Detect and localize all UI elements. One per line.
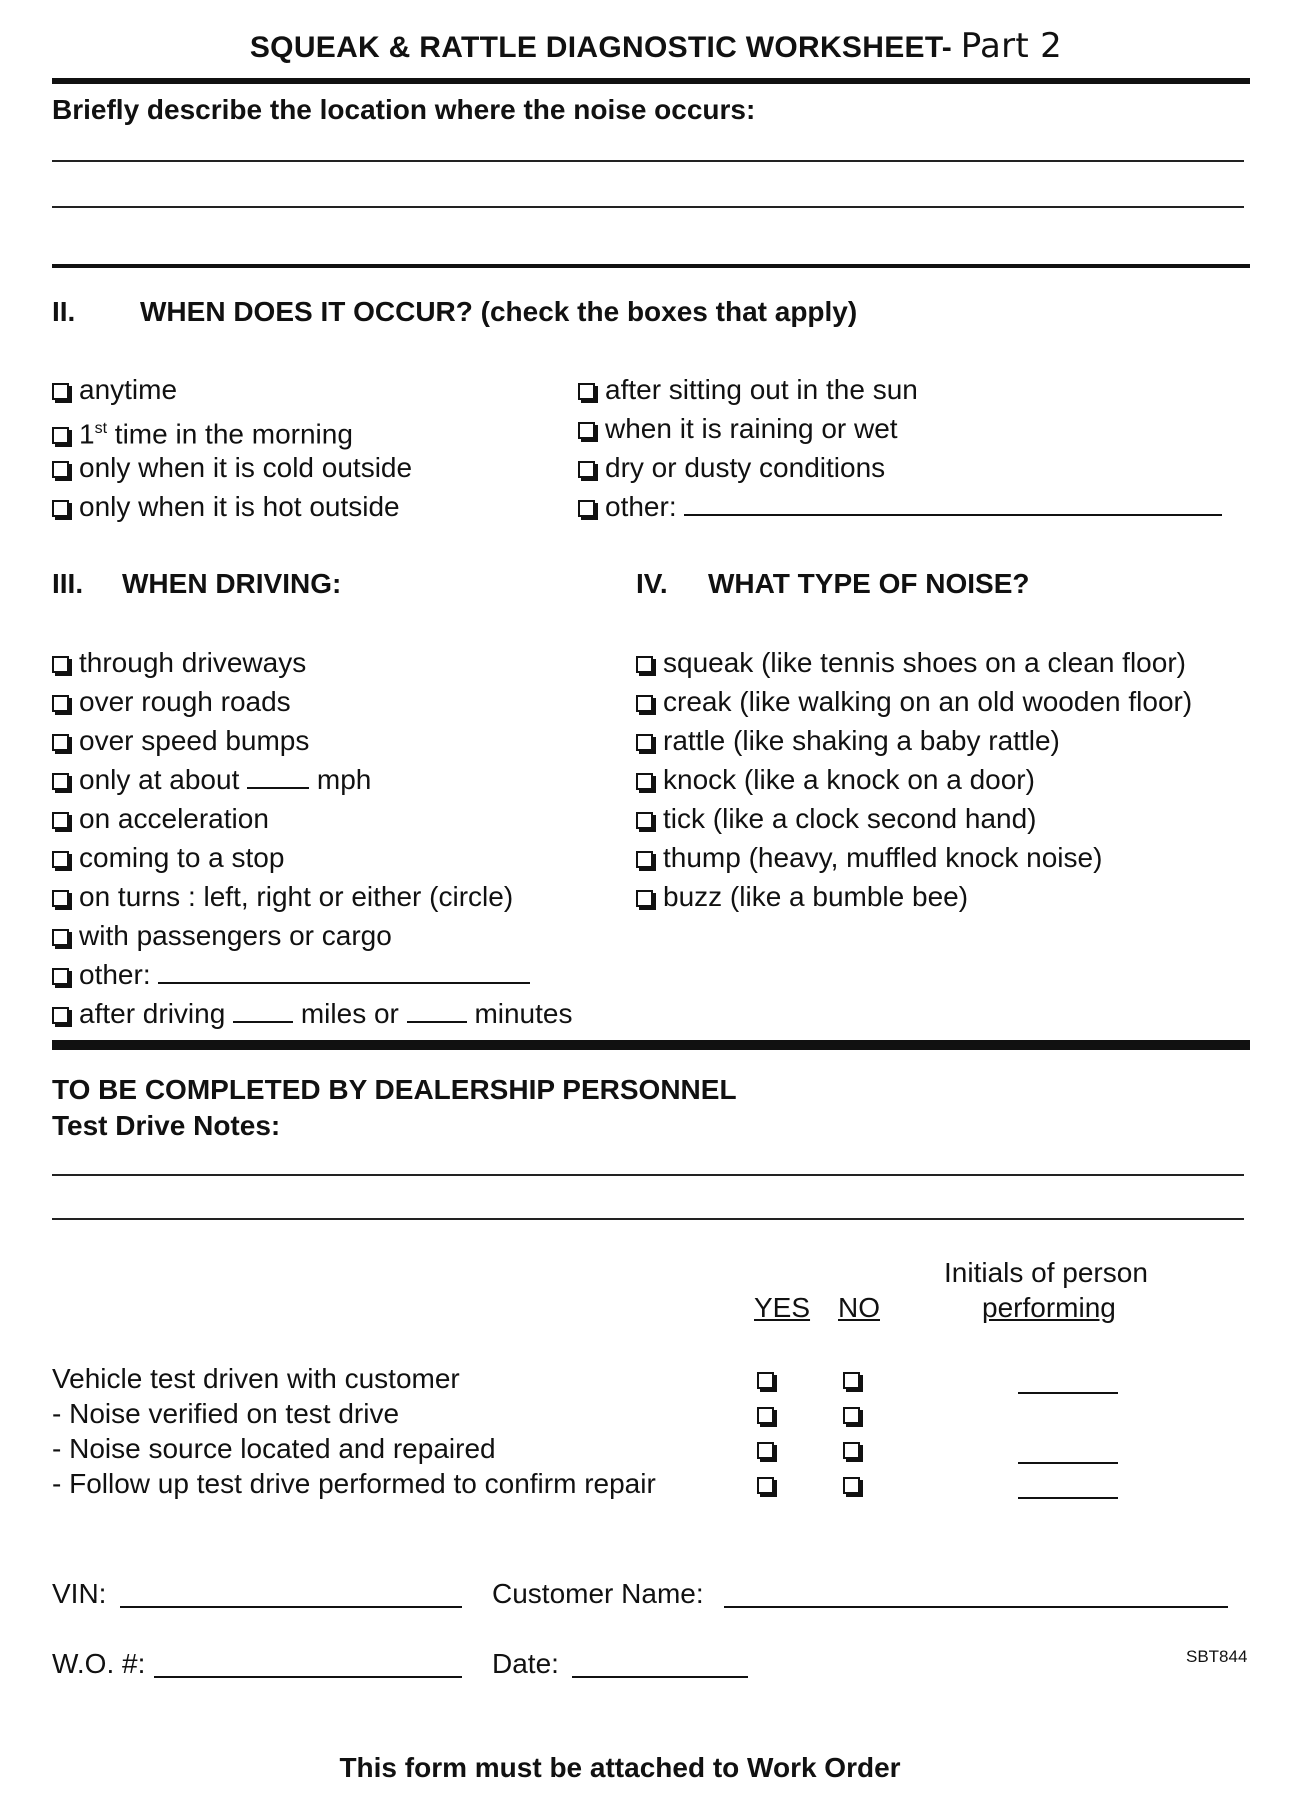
verification-row-label: - Noise verified on test drive [52, 1398, 400, 1429]
yes-checkbox[interactable] [757, 1442, 774, 1463]
divider-heavy [52, 1040, 1250, 1050]
option-label: only when it is hot outside [79, 491, 400, 522]
divider [52, 78, 1250, 84]
checkbox[interactable] [52, 461, 69, 478]
checkbox[interactable] [636, 812, 653, 829]
date-label: Date: [492, 1648, 559, 1679]
checkbox[interactable] [52, 1007, 69, 1024]
wo-label: W.O. #: [52, 1648, 146, 1679]
other-field[interactable] [684, 492, 1222, 516]
section3-heading: WHEN DRIVING: [122, 568, 342, 599]
verification-row-label: - Follow up test drive performed to confirm repair [52, 1468, 656, 1499]
notes-line-2[interactable] [52, 1218, 1244, 1220]
location-line-1[interactable] [52, 160, 1244, 162]
yes-checkbox[interactable] [757, 1477, 774, 1498]
option-label: thump (heavy, muffled knock noise) [663, 842, 1103, 873]
option-label: rattle (like shaking a baby rattle) [663, 725, 1060, 756]
no-header: NO [838, 1292, 880, 1323]
checkbox[interactable] [52, 968, 69, 985]
driving-option[interactable] [52, 647, 306, 679]
option-label: when it is raining or wet [605, 413, 898, 444]
section2-number: II. [52, 296, 76, 327]
noise-option[interactable] [636, 725, 1060, 757]
attachment-note: This form must be attached to Work Order [339, 1752, 901, 1783]
checkbox[interactable] [636, 851, 653, 868]
no-checkbox[interactable] [843, 1407, 860, 1428]
driving-option-after[interactable] [52, 998, 572, 1030]
initials-header-2: performing [982, 1292, 1116, 1323]
section3-number: III. [52, 568, 84, 599]
when-option-sun[interactable] [578, 374, 918, 406]
date-field[interactable] [572, 1676, 748, 1678]
initials-field[interactable] [1018, 1462, 1118, 1464]
driving-option-speed[interactable] [52, 764, 371, 796]
checkbox[interactable] [52, 500, 69, 517]
wo-field[interactable] [154, 1676, 462, 1678]
vin-field[interactable] [120, 1606, 462, 1608]
checkbox[interactable] [52, 773, 69, 790]
no-checkbox[interactable] [843, 1477, 860, 1498]
checkbox[interactable] [636, 734, 653, 751]
location-line-2[interactable] [52, 206, 1244, 208]
option-label: over rough roads [79, 686, 291, 717]
option-label: through driveways [79, 647, 307, 678]
initials-field[interactable] [1018, 1497, 1118, 1499]
initials-header-1: Initials of person [944, 1257, 1148, 1288]
checkbox[interactable] [52, 383, 69, 400]
section4-number: IV. [636, 568, 668, 599]
checkbox[interactable] [52, 695, 69, 712]
option-label: on acceleration [79, 803, 269, 834]
checkbox[interactable] [52, 427, 69, 444]
divider [52, 264, 1250, 268]
checkbox[interactable] [578, 461, 595, 478]
option-label: over speed bumps [79, 725, 310, 756]
when-option-first-morning[interactable] [52, 413, 353, 450]
checkbox[interactable] [636, 695, 653, 712]
yes-checkbox[interactable] [757, 1407, 774, 1428]
checkbox[interactable] [636, 773, 653, 790]
mph-field[interactable] [247, 765, 309, 789]
option-label: after sitting out in the sun [605, 374, 918, 405]
checkbox[interactable] [636, 890, 653, 907]
driving-option[interactable] [52, 686, 291, 718]
checkbox[interactable] [578, 422, 595, 439]
noise-option[interactable] [636, 842, 1102, 874]
checkbox[interactable] [578, 500, 595, 517]
minutes-field[interactable] [407, 999, 467, 1023]
driving-option[interactable] [52, 842, 284, 874]
option-label-suffix: time in the morning [107, 418, 353, 450]
option-label: tick (like a clock second hand) [663, 803, 1037, 834]
when-option-rain[interactable] [578, 413, 898, 445]
option-label: other: [79, 959, 151, 990]
option-label: 1 [79, 418, 95, 450]
driving-option[interactable] [52, 803, 269, 835]
noise-option[interactable] [636, 881, 968, 913]
checkbox[interactable] [52, 890, 69, 907]
option-label: creak (like walking on an old wooden floor) [663, 686, 1193, 717]
customer-name-field[interactable] [724, 1606, 1228, 1608]
worksheet-title [0, 26, 1312, 66]
when-option-cold[interactable] [52, 452, 412, 484]
miles-field[interactable] [233, 999, 293, 1023]
noise-option[interactable] [636, 764, 1035, 796]
notes-line-1[interactable] [52, 1174, 1244, 1176]
option-label: dry or dusty conditions [605, 452, 886, 483]
dealer-heading: TO BE COMPLETED BY DEALERSHIP PERSONNEL [52, 1074, 737, 1105]
mph-label: mph [316, 764, 372, 795]
form-code: SBT844 [1186, 1647, 1248, 1666]
checkbox[interactable] [52, 851, 69, 868]
option-label: knock (like a knock on a door) [663, 764, 1035, 795]
noise-option[interactable] [636, 686, 1192, 718]
when-option-dry[interactable] [578, 452, 885, 484]
noise-option[interactable] [636, 647, 1186, 679]
when-option-other[interactable] [578, 491, 1222, 523]
when-option-anytime[interactable] [52, 374, 177, 406]
noise-option[interactable] [636, 803, 1037, 835]
checkbox[interactable] [52, 929, 69, 946]
driving-option[interactable] [52, 881, 513, 913]
checkbox[interactable] [52, 734, 69, 751]
title-part: Part 2 [960, 26, 1063, 66]
option-label: only at about [79, 764, 240, 795]
checkbox[interactable] [52, 812, 69, 829]
checkbox[interactable] [578, 383, 595, 400]
option-label: coming to a stop [79, 842, 285, 873]
option-label: only when it is cold outside [79, 452, 413, 483]
option-label: other: [605, 491, 677, 522]
yes-checkbox[interactable] [757, 1372, 774, 1393]
when-option-hot[interactable] [52, 491, 400, 523]
driving-option[interactable] [52, 725, 309, 757]
option-label: on turns : left, right or either (circle) [79, 881, 514, 912]
option-label: squeak (like tennis shoes on a clean floor) [663, 647, 1186, 678]
vin-label: VIN: [52, 1578, 107, 1609]
verification-row-label: Vehicle test driven with customer [52, 1363, 460, 1394]
title-main: SQUEAK & RATTLE DIAGNOSTIC WORKSHEET- [249, 31, 953, 64]
superscript: st [94, 420, 108, 437]
driving-option[interactable] [52, 920, 392, 952]
checkbox[interactable] [52, 656, 69, 673]
checkbox[interactable] [636, 656, 653, 673]
test-drive-notes-label: Test Drive Notes: [52, 1110, 281, 1141]
option-label: buzz (like a bumble bee) [663, 881, 969, 912]
no-checkbox[interactable] [843, 1372, 860, 1393]
no-checkbox[interactable] [843, 1442, 860, 1463]
option-label: after driving [79, 998, 226, 1029]
option-label: with passengers or cargo [79, 920, 392, 951]
option-label: anytime [79, 374, 178, 405]
initials-field[interactable] [1018, 1392, 1118, 1394]
verification-row-label: - Noise source located and repaired [52, 1433, 496, 1464]
minutes-label: minutes [474, 998, 573, 1029]
miles-label: miles or [300, 998, 399, 1029]
driving-option-other[interactable] [52, 959, 530, 991]
yes-header: YES [754, 1292, 811, 1323]
location-prompt: Briefly describe the location where the noise occurs: [52, 94, 756, 125]
section2-heading: WHEN DOES IT OCCUR? (check the boxes that apply) [140, 296, 858, 327]
other-field[interactable] [158, 960, 530, 984]
customer-name-label: Customer Name: [492, 1578, 704, 1609]
section4-heading: WHAT TYPE OF NOISE? [708, 568, 1030, 599]
